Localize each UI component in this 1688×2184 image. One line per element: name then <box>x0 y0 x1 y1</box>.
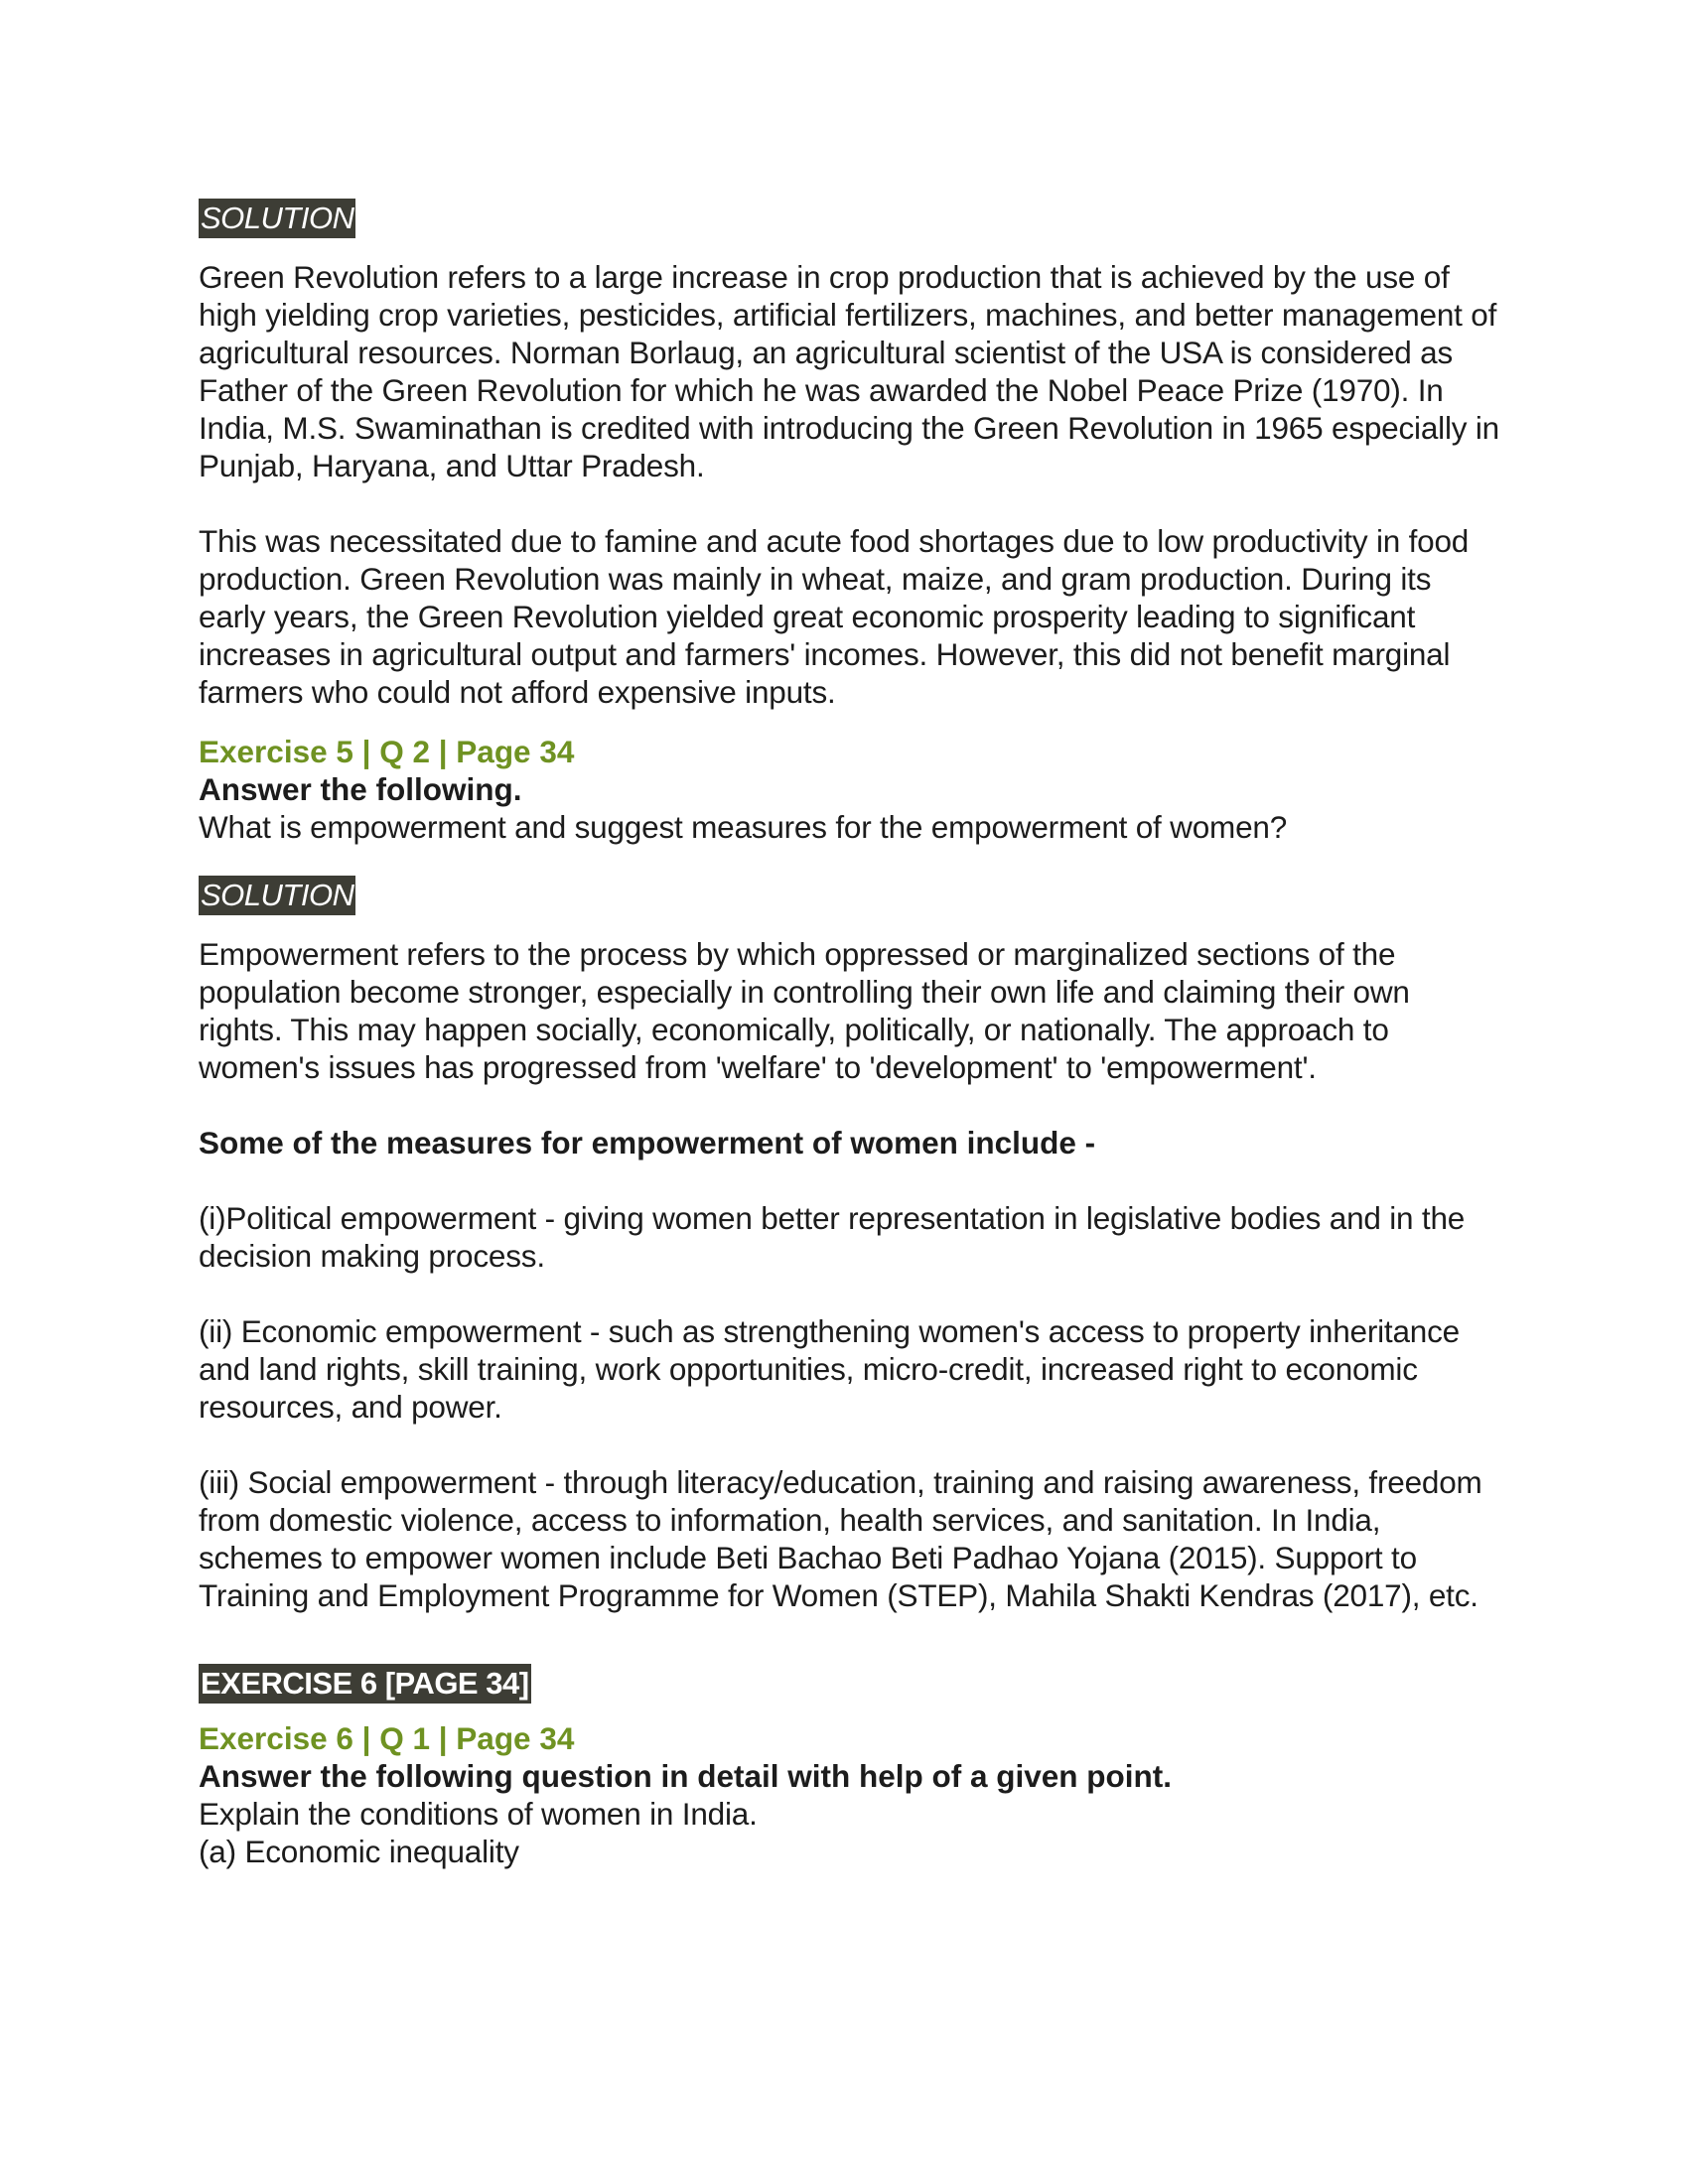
exercise-question-heading: Exercise 5 | Q 2 | Page 34 <box>199 734 575 769</box>
measure-item: (iii) Social empowerment - through literacy/education, training and raising awareness, freedom from domestic violence, access to information, health services, and sanitation. In India, schemes to empower women include Beti Bachao Beti Padhao Yojana (2015). Support to Training and Employment Programme for Women (STEP), Mahila Shakti Kendras (2017), etc. <box>199 1464 1482 1613</box>
solution-badge-row <box>199 199 1499 238</box>
exercise-question-heading: Exercise 6 | Q 1 | Page 34 <box>199 1720 575 1756</box>
question-text: Explain the conditions of women in India. <box>199 1796 758 1832</box>
solution-badge-row <box>199 876 1499 915</box>
measures-heading: Some of the measures for empowerment of women include - <box>199 1125 1096 1160</box>
question-text: What is empowerment and suggest measures for the empowerment of women? <box>199 809 1288 845</box>
solution-paragraph: This was necessitated due to famine and acute food shortages due to low productivity in food production. Green Revolution was mainly in wheat, maize, and gram production. During its early years, the Green Revolution yielded great economic prosperity leading to significant increases in agricultural output and farmers' incomes. However, this did not benefit marginal farmers who could not afford expensive inputs. <box>199 523 1470 710</box>
exercise-section-row <box>199 1664 1499 1704</box>
solution-badge: SOLUTION <box>199 876 355 915</box>
solution-paragraph: Green Revolution refers to a large increase in crop production that is achieved by the use of high yielding crop varieties, pesticides, artificial fertilizers, machines, and better management of agricultural resources. Norman Borlaug, an agricultural scientist of the USA is considered as Father of the Green Revolution for which he was awarded the Nobel Peace Prize (1970). In India, M.S. Swaminathan is credited with introducing the Green Revolution in 1965 especially in Punjab, Haryana, and Uttar Pradesh. <box>199 259 1499 483</box>
solution-badge: SOLUTION <box>199 199 355 238</box>
measure-item: (ii) Economic empowerment - such as strengthening women's access to property inheritance and land rights, skill training, work opportunities, micro-credit, increased right to economic resources, and power. <box>199 1313 1460 1425</box>
document-page <box>199 199 1499 1870</box>
question-instruction: Answer the following question in detail with help of a given point. <box>199 1758 1173 1794</box>
measure-item: (i)Political empowerment - giving women better representation in legislative bodies and in the decision making process. <box>199 1200 1466 1274</box>
exercise-section-badge: EXERCISE 6 [PAGE 34] <box>199 1664 531 1704</box>
question-point: (a) Economic inequality <box>199 1834 519 1869</box>
question-instruction: Answer the following. <box>199 771 522 807</box>
solution-paragraph: Empowerment refers to the process by which oppressed or marginalized sections of the population become stronger, especially in controlling their own life and claiming their own rights. This may happen socially, economically, politically, or nationally. The approach to women's issues has progressed from 'welfare' to 'development' to 'empowerment'. <box>199 936 1410 1085</box>
